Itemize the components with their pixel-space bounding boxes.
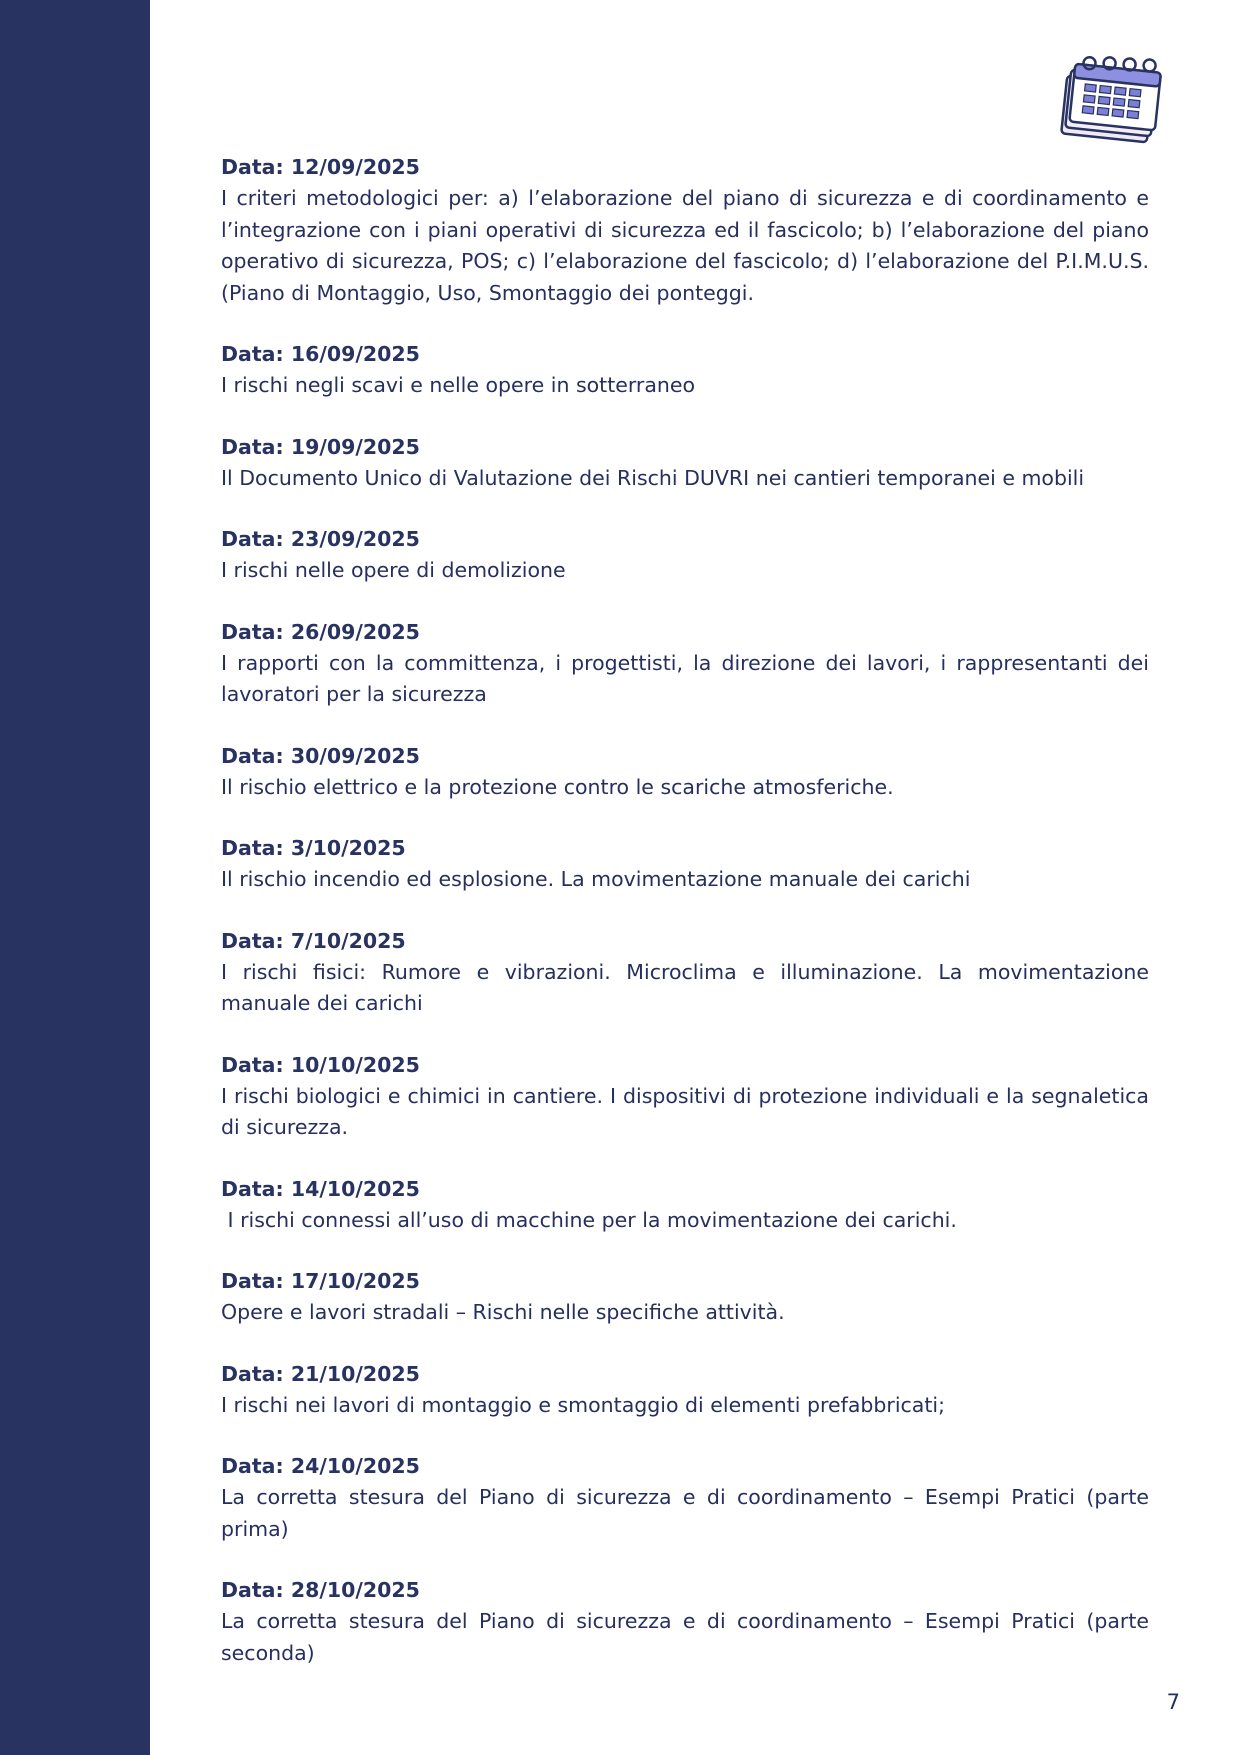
entry-topic: I rischi negli scavi e nelle opere in sotterraneo [221, 373, 696, 397]
entry-date: Data: 30/09/2025 [221, 743, 420, 768]
entry-topic: I rischi nei lavori di montaggio e smontaggio di elementi prefabbricati; [221, 1392, 946, 1417]
entry-date: Data: 26/09/2025 [221, 619, 420, 644]
schedule-entry [221, 1266, 1149, 1329]
entry-topic: I rischi nelle opere di demolizione [221, 558, 566, 582]
schedule-entry [221, 1050, 1149, 1144]
left-sidebar-band [0, 0, 150, 1755]
entry-date: Data: 21/10/2025 [221, 1361, 420, 1386]
schedule-entry [221, 152, 1149, 309]
schedule-entry [221, 432, 1149, 495]
schedule-entry [221, 524, 1149, 587]
entry-date: Data: 3/10/2025 [221, 836, 406, 860]
schedule-entry [221, 1359, 1149, 1422]
schedule-entry [221, 1575, 1149, 1669]
entry-topic: La corretta stesura del Piano di sicurezza e di coordinamento – Esempi Pratici (parte seconda) [221, 1609, 1149, 1665]
entry-date: Data: 23/09/2025 [221, 527, 420, 551]
schedule-entry [221, 926, 1149, 1020]
entry-date: Data: 28/10/2025 [221, 1578, 420, 1602]
schedule-entry [221, 339, 1149, 402]
page-number: 7 [1166, 1690, 1180, 1714]
calendar-icon [1060, 52, 1168, 148]
schedule-list [221, 152, 1149, 1699]
entry-topic: I rapporti con la committenza, i progettisti, la direzione dei lavori, i rappresentanti dei lavoratori per la sicurezza [221, 650, 1149, 706]
entry-topic: Il rischio elettrico e la protezione contro le scariche atmosferiche. [221, 774, 894, 799]
entry-date: Data: 24/10/2025 [221, 1454, 420, 1478]
entry-date: Data: 7/10/2025 [221, 928, 406, 953]
entry-date: Data: 14/10/2025 [221, 1176, 420, 1201]
entry-date: Data: 17/10/2025 [221, 1269, 420, 1293]
entry-topic: I rischi biologici e chimici in cantiere. I dispositivi di protezione individuali e la segnaletica di sicurezza. [221, 1083, 1149, 1139]
schedule-entry [221, 1451, 1149, 1545]
schedule-entry [221, 741, 1149, 804]
schedule-entry [221, 1174, 1149, 1237]
entry-date: Data: 10/10/2025 [221, 1052, 420, 1077]
entry-topic: Opere e lavori stradali – Rischi nelle specifiche attività. [221, 1300, 785, 1324]
entry-topic: I rischi fisici: Rumore e vibrazioni. Microclima e illuminazione. La movimentazione manuale dei carichi [221, 959, 1149, 1015]
schedule-entry [221, 617, 1149, 711]
entry-topic: La corretta stesura del Piano di sicurezza e di coordinamento – Esempi Pratici (parte prima) [221, 1485, 1149, 1541]
entry-topic: I criteri metodologici per: a) l’elaborazione del piano di sicurezza e di coordinamento e l’integrazione con i piani operativi di sicurezza ed il fascicolo; b) l’elaborazione del piano operativo di sicurezza, POS; c) l’elaborazione del fascicolo; d) l’elaborazione del P.I.M.U.S. (Piano di Montaggio, Uso, Smontaggio dei ponteggi. [221, 186, 1149, 305]
entry-date: Data: 12/09/2025 [221, 155, 420, 179]
entry-date: Data: 19/09/2025 [221, 434, 420, 459]
schedule-entry [221, 833, 1149, 896]
entry-topic: I rischi connessi all’uso di macchine per la movimentazione dei carichi. [221, 1207, 957, 1232]
entry-date: Data: 16/09/2025 [221, 342, 420, 366]
entry-topic: Il rischio incendio ed esplosione. La movimentazione manuale dei carichi [221, 867, 971, 891]
entry-topic: Il Documento Unico di Valutazione dei Rischi DUVRI nei cantieri temporanei e mobili [221, 465, 1085, 490]
